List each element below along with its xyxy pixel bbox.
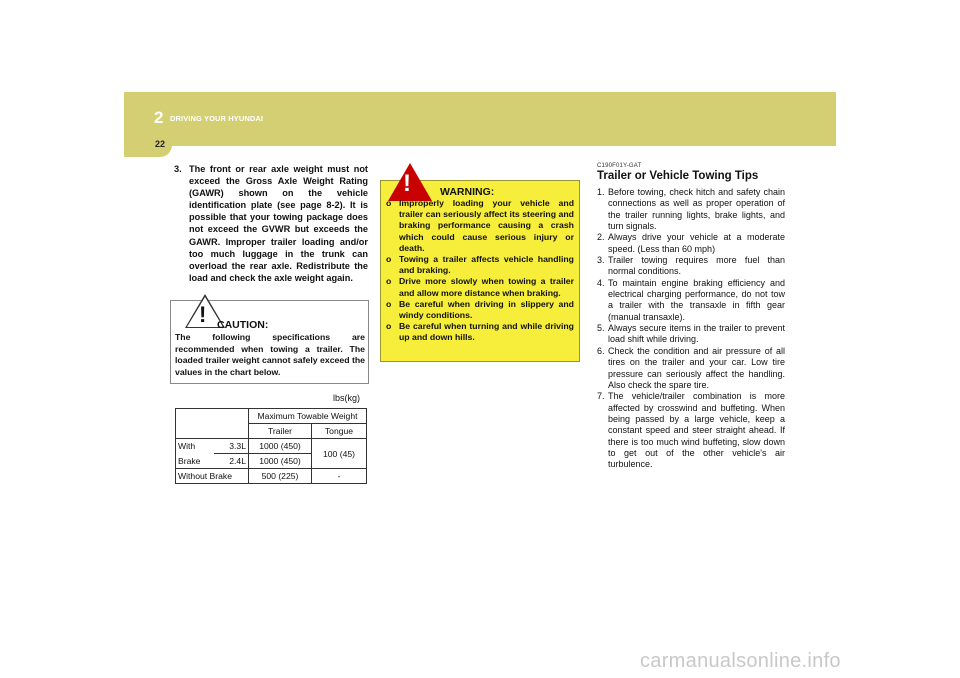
- chapter-number: 2: [154, 108, 164, 127]
- item-number: 7.: [597, 391, 605, 402]
- table-cell: -: [312, 469, 367, 484]
- list-item: [597, 278, 785, 323]
- list-item: [386, 198, 574, 254]
- table-col-tongue: Tongue: [312, 424, 367, 439]
- list-item: [597, 323, 785, 346]
- bullet: o: [386, 321, 392, 332]
- list-item: [597, 391, 785, 470]
- table-cell: 100 (45): [312, 439, 367, 469]
- table-cell: Without Brake: [176, 469, 249, 484]
- item-text: To maintain engine braking efficiency and electrical charging performance, do not tow a trailer with the transaxle in fifth gear (manual transaxle).: [608, 277, 785, 322]
- item-number: 3.: [597, 255, 605, 266]
- column-right: [597, 163, 785, 471]
- table-empty-cell: [214, 409, 249, 424]
- list-item-text: Drive more slowly when towing a trailer and allow more distance when braking.: [399, 276, 574, 298]
- list-item: [386, 299, 574, 321]
- table-cell: 2.4L: [214, 454, 249, 469]
- column-left: [174, 163, 368, 284]
- list-item: [386, 254, 574, 276]
- bullet: o: [386, 254, 392, 265]
- table-empty-cell: [214, 424, 249, 439]
- section-code: C190F01Y-GAT: [597, 163, 642, 169]
- list-item-text: Be careful when driving in slippery and windy conditions.: [399, 298, 574, 321]
- item-number: 5.: [597, 323, 605, 334]
- list-item-text: Towing a trailer affects vehicle handling and braking.: [399, 254, 574, 276]
- caution-box: [170, 300, 369, 384]
- table-cell: 1000 (450): [249, 439, 312, 454]
- page-number: 22: [155, 139, 166, 149]
- table-col-trailer: Trailer: [249, 424, 312, 439]
- item-text: Trailer towing requires more fuel than normal conditions.: [608, 255, 785, 277]
- section-title: Trailer or Vehicle Towing Tips: [597, 170, 759, 182]
- item-text: Always secure items in the trailer to prevent load shift while driving.: [608, 323, 785, 345]
- exclamation-icon: !: [199, 302, 207, 327]
- item-number: 3.: [174, 164, 182, 174]
- item-text: The vehicle/trailer combination is more affected by crosswind and buffeting. When being passed by a large vehicle, keep a constant speed and steer straight ahead. If there is too much wind buffeting, slow down to get out of the other vehicle's air turbulence.: [608, 391, 785, 470]
- list-item-3: [174, 163, 368, 284]
- list-item: [386, 321, 574, 343]
- item-number: 2.: [597, 232, 605, 243]
- units-label: lbs(kg): [333, 393, 361, 403]
- list-item: [597, 346, 785, 391]
- item-number: 6.: [597, 345, 605, 356]
- table-cell: 1000 (450): [249, 454, 312, 469]
- list-item-text: Improperly loading your vehicle and trailer can seriously affect its steering and braking performance causing a crash which could cause serious injury or death.: [399, 198, 574, 253]
- table-cell: 3.3L: [214, 439, 249, 454]
- item-number: 1.: [597, 187, 605, 197]
- table-cell: Brake: [176, 454, 215, 469]
- table-cell: With: [176, 439, 215, 454]
- exclamation-icon: !: [403, 170, 411, 197]
- chapter-title: DRIVING YOUR HYUNDAI: [170, 114, 264, 123]
- list-item: [597, 187, 785, 232]
- table-cell: 500 (225): [249, 469, 312, 484]
- item-text: The front or rear axle weight must not exceed the Gross Axle Weight Rating (GAWR) shown on the vehicle identification plate (see page 8-2). It is possible that your towing package does not exceed the GVWR but exceeds the GAWR. Improper trailer loading and/or too much luggage in the trunk can overload the rear axle. Redistribute the load and check the axle weight again.: [189, 164, 368, 283]
- bullet: o: [386, 276, 392, 287]
- list-item: [386, 276, 574, 298]
- warning-title: WARNING:: [440, 186, 495, 198]
- table-empty-cell: [176, 424, 215, 439]
- caution-text: The following specifications are recommended when towing a trailer. The loaded trailer weight cannot safely exceed the values in the chart below.: [175, 332, 365, 377]
- list-item: [597, 232, 785, 255]
- warning-list: [386, 198, 574, 344]
- item-text: Check the condition and air pressure of all tires on the trailer and your car. Low tire pressure can seriously affect the handling. Also check the spare tire.: [608, 345, 785, 390]
- caution-title: CAUTION:: [217, 319, 269, 331]
- list-item-text: Be careful when turning and while driving up and down hills.: [399, 321, 574, 343]
- table-empty-cell: [176, 409, 215, 424]
- item-number: 4.: [597, 277, 605, 288]
- bullet: o: [386, 298, 392, 309]
- table-header: Maximum Towable Weight: [249, 409, 367, 424]
- item-text: Always drive your vehicle at a moderate speed. (Less than 60 mph): [608, 232, 785, 254]
- tips-list: [597, 187, 785, 471]
- bullet: o: [386, 198, 392, 208]
- towing-weight-table: [175, 408, 367, 484]
- list-item: [597, 255, 785, 278]
- watermark: carmanualsonline.info: [640, 650, 841, 672]
- item-text: Before towing, check hitch and safety chain connections as well as proper operation of the trailer running lights, brake lights, and turn signals.: [608, 187, 785, 232]
